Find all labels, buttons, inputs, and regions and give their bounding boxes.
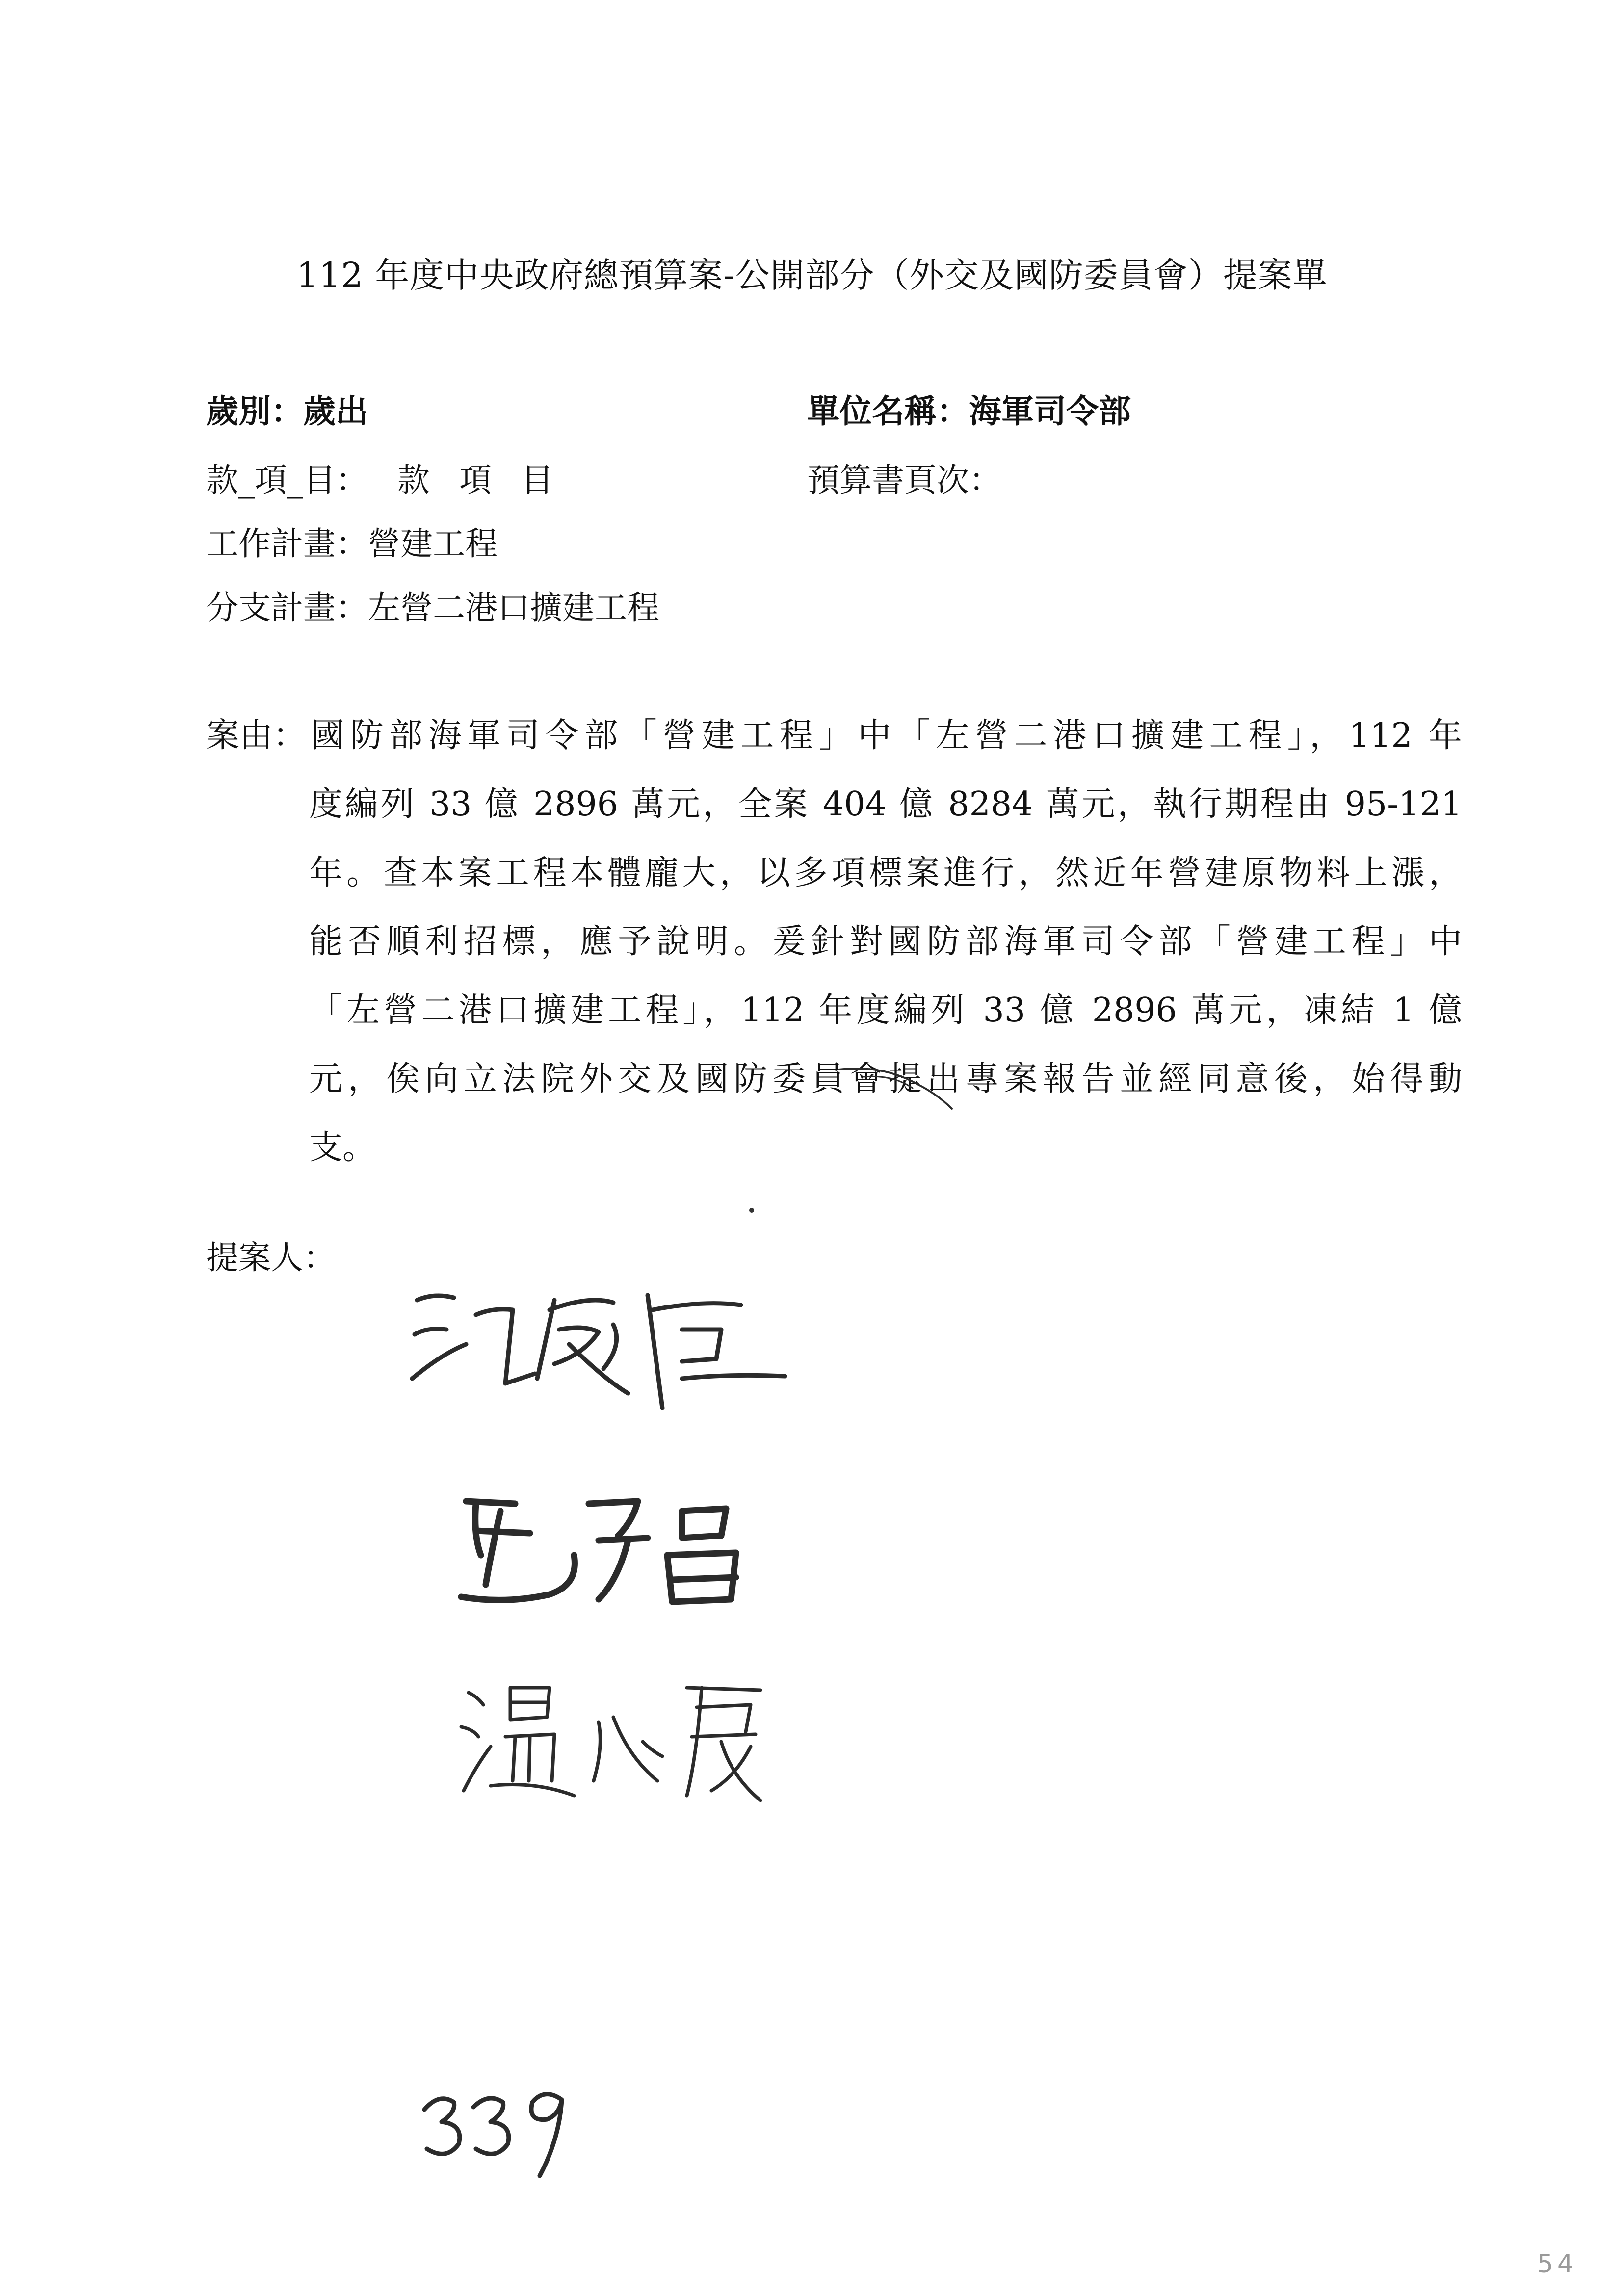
- corner-page-number: 54: [1537, 2249, 1577, 2279]
- category-value: 歲出: [303, 392, 368, 430]
- reason-line: 元，俟向立法院外交及國防委員會提出專案報告並經同意後，始得動: [309, 1060, 1462, 1098]
- reason-line-text: 國防部海軍司令部「營建工程」中「左營二港口擴建工程」，112 年: [311, 716, 1462, 755]
- unit-label: 單位名稱：: [807, 392, 969, 430]
- sub-plan-label: 分支計畫：: [206, 589, 368, 626]
- work-plan-value: 營建工程: [368, 525, 498, 563]
- category-field: [206, 385, 368, 432]
- pencil-mark: [834, 1050, 962, 1119]
- reason-line: 支。: [309, 1128, 376, 1167]
- unit-value: 海軍司令部: [969, 392, 1131, 430]
- work-plan-field: [206, 518, 498, 564]
- signature-2: [451, 1482, 795, 1629]
- signature-1: [407, 1280, 800, 1433]
- unit-field: [807, 385, 1131, 432]
- pencil-dot: [746, 1204, 760, 1219]
- category-label: 歲別：: [206, 392, 303, 430]
- sub-plan-field: [206, 581, 659, 628]
- item-field: [206, 454, 583, 500]
- sub-plan-value: 左營二港口擴建工程: [368, 589, 659, 626]
- signature-3: [456, 1668, 790, 1815]
- budget-page-field: [807, 454, 1001, 500]
- reason-line: 能否順利招標，應予說明。爰針對國防部海軍司令部「營建工程」中: [309, 922, 1462, 961]
- reason-line: 度編列 33 億 2896 萬元，全案 404 億 8284 萬元，執行期程由 95-121: [309, 785, 1462, 824]
- item-value: 款項目: [397, 461, 583, 499]
- budget-page-label: 預算書頁次：: [807, 461, 1001, 499]
- reason-line: [206, 702, 1462, 770]
- reason-line: 「左營二港口擴建工程」，112 年度編列 33 億 2896 萬元，凍結 1 億: [309, 991, 1462, 1030]
- reason-label: 案由：: [206, 716, 307, 755]
- handwritten-page-number: [417, 2075, 574, 2183]
- item-label: 款_項_目：: [206, 461, 368, 499]
- reason-line: 年。查本案工程本體龐大，以多項標案進行，然近年營建原物料上漲，: [309, 854, 1462, 892]
- proposer-label: 提案人：: [206, 1239, 336, 1277]
- work-plan-label: 工作計畫：: [206, 525, 368, 563]
- document-title: 112 年度中央政府總預算案-公開部分（外交及國防委員會）提案單: [296, 255, 1328, 295]
